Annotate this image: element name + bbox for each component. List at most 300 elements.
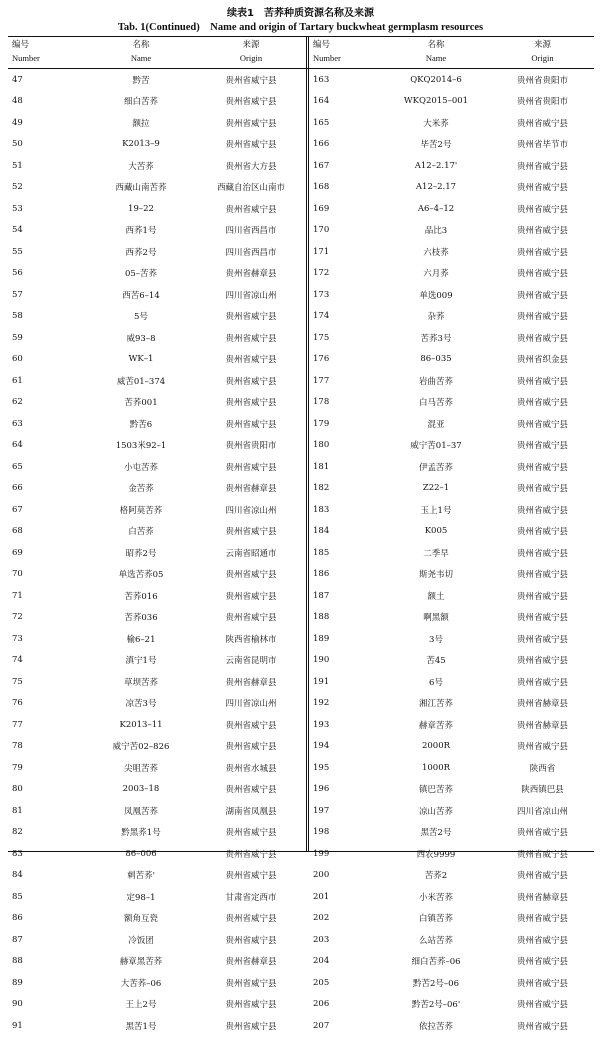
cell-name: 19–22 (128, 203, 154, 214)
cell-origin: 贵州省威宁县 (516, 634, 568, 645)
cell-number: 174 (313, 311, 330, 322)
cell-number: 76 (12, 698, 23, 709)
cell-number: 72 (12, 612, 23, 623)
cell-number: 189 (313, 633, 330, 644)
cell-name: 西荞2号 (125, 247, 157, 258)
table-row (8, 456, 306, 478)
cell-origin: 四川省凉山州 (225, 290, 277, 301)
cell-number: 51 (12, 160, 23, 171)
table-row (8, 951, 306, 973)
cell-origin: 贵州省威宁县 (225, 1021, 277, 1032)
cell-name: 伊孟苦荞 (418, 462, 453, 473)
cell-number: 81 (12, 805, 23, 816)
table-row (8, 908, 306, 930)
cell-name: 5号 (134, 312, 148, 323)
cell-name: 05–苦荞 (124, 269, 158, 280)
table-row (309, 585, 594, 607)
cell-origin: 贵州省威宁县 (225, 376, 277, 387)
table-row (8, 1015, 306, 1037)
cell-origin: 贵州省威宁县 (225, 312, 277, 323)
cell-name: 王上2号 (125, 1000, 157, 1011)
cell-number: 202 (313, 913, 330, 924)
cell-origin: 甘肃省定西市 (225, 892, 277, 903)
cell-origin: 贵州省贵阳市 (225, 441, 277, 452)
cell-number: 207 (313, 1020, 330, 1031)
cell-name: 斯尧韦切 (418, 570, 453, 581)
table-row (8, 972, 306, 994)
table-row (8, 542, 306, 564)
cell-number: 82 (12, 827, 23, 838)
cell-origin: 贵州省威宁县 (225, 591, 277, 602)
cell-name: 西农9999 (416, 849, 456, 860)
cell-origin: 贵州省威宁县 (516, 871, 568, 882)
table-row (309, 435, 594, 457)
cell-name: 西苦6–14 (122, 290, 160, 301)
cell-origin: 贵州省威宁县 (225, 140, 277, 151)
cell-number: 197 (313, 805, 330, 816)
table-row (8, 155, 306, 177)
cell-number: 65 (12, 461, 23, 472)
cell-origin: 贵州省威宁县 (516, 441, 568, 452)
cell-origin: 四川省凉山州 (225, 699, 277, 710)
cell-number: 170 (313, 225, 330, 236)
cell-number: 78 (12, 741, 23, 752)
cell-origin: 贵州省威宁县 (225, 527, 277, 538)
table-row (309, 757, 594, 779)
cell-origin: 四川省凉山州 (225, 505, 277, 516)
cell-origin: 贵州省威宁县 (516, 290, 568, 301)
cell-origin: 陕西省榆林市 (225, 634, 277, 645)
cell-number: 59 (12, 332, 23, 343)
cell-number: 80 (12, 784, 23, 795)
cell-number: 194 (313, 741, 330, 752)
table-row (8, 478, 306, 500)
table-row (8, 779, 306, 801)
cell-origin: 贵州省威宁县 (516, 462, 568, 473)
cell-origin: 贵州省威宁县 (516, 591, 568, 602)
table-row (309, 413, 594, 435)
cell-number: 203 (313, 934, 330, 945)
cell-origin: 贵州省威宁县 (516, 527, 568, 538)
cell-origin: 贵州省贵阳市 (516, 97, 568, 108)
cell-name: 细白苦荞 (123, 97, 158, 108)
cell-name: 苦荞036 (124, 613, 158, 624)
cell-number: 67 (12, 504, 23, 515)
cell-number: 182 (313, 483, 330, 494)
cell-number: 73 (12, 633, 23, 644)
cell-origin: 贵州省威宁县 (516, 505, 568, 516)
cell-number: 177 (313, 375, 330, 386)
cell-origin: 贵州省威宁县 (516, 957, 568, 968)
cell-name: 黔苦 (132, 75, 150, 86)
cell-name: 大米荞 (423, 118, 449, 129)
cell-origin: 贵州省威宁县 (516, 398, 568, 409)
cell-name: 大苦荞–06 (120, 978, 162, 989)
cell-name: 刺苦荞' (127, 871, 155, 882)
cell-origin: 贵州省威宁县 (516, 828, 568, 839)
table-row (8, 327, 306, 349)
table-row (8, 413, 306, 435)
cell-name: 黑苦1号 (125, 1021, 157, 1032)
cell-name: 西藏山南苦荞 (115, 183, 167, 194)
cell-origin: 四川省西昌市 (225, 226, 277, 237)
table-row (309, 112, 594, 134)
cell-origin: 贵州省水城县 (225, 763, 277, 774)
cell-origin: 贵州省威宁县 (516, 484, 568, 495)
table-row (8, 370, 306, 392)
cell-origin: 西藏自治区山南市 (216, 183, 285, 194)
table-row (8, 886, 306, 908)
cell-name: 冷饭团 (128, 935, 154, 946)
table-row (309, 177, 594, 199)
cell-name: 威苦01–374 (116, 376, 166, 387)
cell-origin: 贵州省赫章县 (225, 677, 277, 688)
cell-number: 74 (12, 655, 23, 666)
cell-origin: 贵州省威宁县 (225, 785, 277, 796)
cell-origin: 贵州省织金县 (516, 355, 568, 366)
cell-number: 181 (313, 461, 330, 472)
cell-name: 苦荞016 (124, 591, 158, 602)
header-number: 编号 Number (12, 40, 40, 63)
cell-name: 依拉苦荞 (418, 1021, 453, 1032)
cell-name: 6号 (429, 677, 443, 688)
cell-name: 黔黑荞1号 (121, 828, 161, 839)
cell-origin: 贵州省毕节市 (516, 140, 568, 151)
cell-name: A6–4–12 (417, 203, 455, 214)
cell-origin: 贵州省威宁县 (516, 548, 568, 559)
cell-number: 56 (12, 268, 23, 279)
cell-origin: 贵州省赫章县 (225, 484, 277, 495)
cell-name: 86–035 (420, 354, 452, 365)
cell-name: A12–2.17 (415, 182, 457, 193)
table-row (8, 650, 306, 672)
cell-name: K2013–9 (122, 139, 160, 150)
table-row (309, 155, 594, 177)
cell-name: 额角互瓷 (123, 914, 158, 925)
cell-number: 191 (313, 676, 330, 687)
cell-number: 188 (313, 612, 330, 623)
cell-name: WKQ2015–001 (403, 96, 469, 107)
table-row (8, 800, 306, 822)
cell-name: 黔苦6 (129, 419, 153, 430)
cell-number: 171 (313, 246, 330, 257)
cell-name: 1503米92–1 (115, 441, 167, 452)
cell-name: 苦45 (426, 656, 446, 667)
cell-name: Z22–1 (422, 483, 450, 494)
cell-number: 195 (313, 762, 330, 773)
table-row (8, 284, 306, 306)
cell-number: 187 (313, 590, 330, 601)
cell-origin: 贵州省威宁县 (516, 312, 568, 323)
table-row (309, 521, 594, 543)
cell-number: 48 (12, 96, 23, 107)
cell-number: 186 (313, 569, 330, 580)
table-row (309, 327, 594, 349)
header-row (8, 36, 306, 68)
cell-name: 3号 (429, 634, 443, 645)
cell-number: 190 (313, 655, 330, 666)
cell-origin: 贵州省大方县 (225, 161, 277, 172)
table-row (309, 499, 594, 521)
cell-origin: 贵州省威宁县 (225, 935, 277, 946)
cell-number: 64 (12, 440, 23, 451)
cell-name: A12–2.17' (414, 160, 458, 171)
cell-number: 196 (313, 784, 330, 795)
cell-number: 47 (12, 74, 23, 85)
cell-name: 单选苦荞05 (118, 570, 164, 581)
cell-name: 额拉 (132, 118, 150, 129)
cell-number: 204 (313, 956, 330, 967)
cell-origin: 贵州省威宁县 (225, 1000, 277, 1011)
cell-number: 173 (313, 289, 330, 300)
cell-origin: 贵州省威宁县 (516, 226, 568, 237)
header-name: 名称 Name (425, 40, 447, 63)
cell-origin: 贵州省威宁县 (225, 828, 277, 839)
cell-name: WK–1 (128, 354, 154, 365)
cell-name: 湘江苦荞 (418, 699, 453, 710)
header-row (309, 36, 594, 68)
cell-number: 165 (313, 117, 330, 128)
cell-origin: 贵州省威宁县 (225, 333, 277, 344)
table-row (8, 521, 306, 543)
table-row (8, 736, 306, 758)
table-row (8, 564, 306, 586)
table-row (309, 542, 594, 564)
cell-origin: 贵州省威宁县 (516, 161, 568, 172)
cell-name: 草坝苦荞 (123, 677, 158, 688)
cell-name: 尖咀苦荞 (123, 763, 158, 774)
cell-number: 169 (313, 203, 330, 214)
cell-number: 184 (313, 526, 330, 537)
cell-origin: 贵州省威宁县 (225, 742, 277, 753)
cell-name: 威93–8 (126, 333, 156, 344)
cell-origin: 贵州省威宁县 (225, 914, 277, 925)
cell-number: 163 (313, 74, 330, 85)
cell-origin: 贵州省威宁县 (516, 613, 568, 624)
cell-number: 52 (12, 182, 23, 193)
cell-name: 小屯苦荞 (123, 462, 158, 473)
cell-number: 84 (12, 870, 23, 881)
cell-origin: 贵州省威宁县 (225, 97, 277, 108)
cell-number: 60 (12, 354, 23, 365)
cell-name: 86–006 (125, 848, 157, 859)
cell-origin: 贵州省威宁县 (516, 914, 568, 925)
cell-origin: 云南省昆明市 (225, 656, 277, 667)
cell-origin: 贵州省赫章县 (516, 720, 568, 731)
cell-number: 50 (12, 139, 23, 150)
cell-name: 苦荞001 (124, 398, 158, 409)
table-row (309, 736, 594, 758)
cell-name: K005 (424, 526, 448, 537)
cell-number: 85 (12, 891, 23, 902)
cell-name: 赫章黑苦荞 (119, 957, 163, 968)
cell-number: 68 (12, 526, 23, 537)
cell-origin: 四川省西昌市 (225, 247, 277, 258)
table-row (8, 91, 306, 113)
cell-number: 88 (12, 956, 23, 967)
cell-origin: 贵州省威宁县 (225, 871, 277, 882)
table-row (309, 1015, 594, 1037)
cell-name: 2003–18 (122, 784, 160, 795)
cell-number: 168 (313, 182, 330, 193)
cell-origin: 四川省凉山州 (516, 806, 568, 817)
table-row (309, 306, 594, 328)
cell-origin: 贵州省威宁县 (516, 978, 568, 989)
cell-name: 榆6–21 (126, 634, 156, 645)
table-row (309, 886, 594, 908)
table-row (309, 822, 594, 844)
cell-origin: 贵州省威宁县 (516, 742, 568, 753)
table-row (8, 435, 306, 457)
table-row (8, 693, 306, 715)
cell-number: 77 (12, 719, 23, 730)
table-row (8, 112, 306, 134)
table-row (309, 91, 594, 113)
cell-number: 90 (12, 999, 23, 1010)
cell-number: 49 (12, 117, 23, 128)
table-row (309, 456, 594, 478)
cell-name: 啊黑额 (423, 613, 449, 624)
cell-number: 178 (313, 397, 330, 408)
cell-name: 威宁苦01–37 (410, 441, 462, 452)
cell-origin: 贵州省赫章县 (225, 269, 277, 280)
table-row (309, 908, 594, 930)
table-row (309, 134, 594, 156)
cell-number: 164 (313, 96, 330, 107)
cell-number: 66 (12, 483, 23, 494)
cell-number: 176 (313, 354, 330, 365)
table-row (309, 478, 594, 500)
cell-origin: 贵州省威宁县 (516, 419, 568, 430)
cell-name: K2013–11 (119, 719, 163, 730)
cell-name: 苦荞2 (424, 871, 448, 882)
cell-number: 75 (12, 676, 23, 687)
cell-number: 201 (313, 891, 330, 902)
cell-origin: 贵州省赫章县 (516, 892, 568, 903)
cell-origin: 贵州省威宁县 (225, 978, 277, 989)
table-row (309, 929, 594, 951)
table-row (309, 693, 594, 715)
cell-origin: 贵州省威宁县 (516, 1021, 568, 1032)
cell-number: 200 (313, 870, 330, 881)
cell-name: 滇宁1号 (125, 656, 157, 667)
header-number: 编号 Number (313, 40, 341, 63)
cell-origin: 陕西镇巴县 (521, 785, 564, 796)
table-caption-en: Tab. 1(Continued) Name and origin of Tartary buckwheat germplasm resources (117, 22, 484, 33)
cell-name: 凉苦3号 (125, 699, 157, 710)
cell-name: 么站苦荞 (418, 935, 453, 946)
cell-origin: 贵州省威宁县 (225, 204, 277, 215)
cell-number: 62 (12, 397, 23, 408)
cell-number: 61 (12, 375, 23, 386)
cell-name: 凉山苦荞 (418, 806, 453, 817)
cell-number: 89 (12, 977, 23, 988)
cell-origin: 陕西省 (529, 763, 556, 774)
cell-name: 定98–1 (126, 892, 156, 903)
table-row (309, 951, 594, 973)
cell-number: 172 (313, 268, 330, 279)
cell-number: 192 (313, 698, 330, 709)
table-row (8, 607, 306, 629)
table-row (8, 220, 306, 242)
table-row (8, 349, 306, 371)
table-row (309, 714, 594, 736)
cell-name: 细白苦荞–06 (411, 957, 461, 968)
cell-origin: 贵州省威宁县 (225, 75, 277, 86)
cell-name: 六月荞 (423, 269, 449, 280)
cell-name: 白镇苦荞 (418, 914, 453, 925)
cell-name: 格阿莫苦荞 (119, 505, 163, 516)
right-table-half (309, 36, 594, 1037)
header-origin: 来源 Origin (239, 40, 263, 63)
cell-name: 毕苦2号 (420, 140, 452, 151)
cell-origin: 贵州省威宁县 (516, 247, 568, 258)
table-row (309, 241, 594, 263)
cell-number: 58 (12, 311, 23, 322)
cell-number: 86 (12, 913, 23, 924)
left-rows (8, 68, 306, 1037)
cell-origin: 贵州省威宁县 (225, 419, 277, 430)
table-row (8, 671, 306, 693)
cell-number: 167 (313, 160, 330, 171)
cell-name: 西荞1号 (125, 226, 157, 237)
cell-name: 威宁苦02–826 (112, 742, 170, 753)
cell-name: 金苦荞 (128, 484, 154, 495)
cell-origin: 贵州省威宁县 (516, 376, 568, 387)
cell-number: 205 (313, 977, 330, 988)
cell-name: 凤凰苦荞 (123, 806, 158, 817)
table-row (8, 757, 306, 779)
cell-origin: 湖南省凤凰县 (225, 806, 277, 817)
table-row (309, 650, 594, 672)
table-row (309, 671, 594, 693)
table-row (309, 994, 594, 1016)
cell-number: 179 (313, 418, 330, 429)
table-row (309, 779, 594, 801)
table-row (8, 198, 306, 220)
left-table-half (8, 36, 306, 1037)
cell-name: 品比3 (424, 226, 448, 237)
table-row (309, 564, 594, 586)
cell-name: 白马苦荞 (418, 398, 453, 409)
table-row (309, 263, 594, 285)
cell-origin: 贵州省威宁县 (225, 720, 277, 731)
cell-number: 54 (12, 225, 23, 236)
cell-origin: 贵州省威宁县 (225, 613, 277, 624)
table-row (8, 499, 306, 521)
cell-name: 小米苦荞 (418, 892, 453, 903)
cell-name: 岩曲苦荞 (418, 376, 453, 387)
table-row (8, 865, 306, 887)
cell-name: 黔苦2号–06' (411, 1000, 461, 1011)
table-row (8, 69, 306, 91)
cell-origin: 贵州省威宁县 (516, 118, 568, 129)
header-origin: 来源 Origin (531, 40, 554, 63)
cell-number: 83 (12, 848, 23, 859)
cell-origin: 贵州省威宁县 (516, 935, 568, 946)
cell-origin: 贵州省威宁县 (516, 849, 568, 860)
table-row (309, 607, 594, 629)
cell-name: QKQ2014–6 (410, 74, 462, 85)
table-row (8, 392, 306, 414)
cell-number: 183 (313, 504, 330, 515)
table-row (8, 241, 306, 263)
cell-name: 二季早 (423, 548, 449, 559)
cell-origin: 贵州省威宁县 (225, 355, 277, 366)
cell-number: 180 (313, 440, 330, 451)
cell-number: 87 (12, 934, 23, 945)
cell-number: 91 (12, 1020, 23, 1031)
